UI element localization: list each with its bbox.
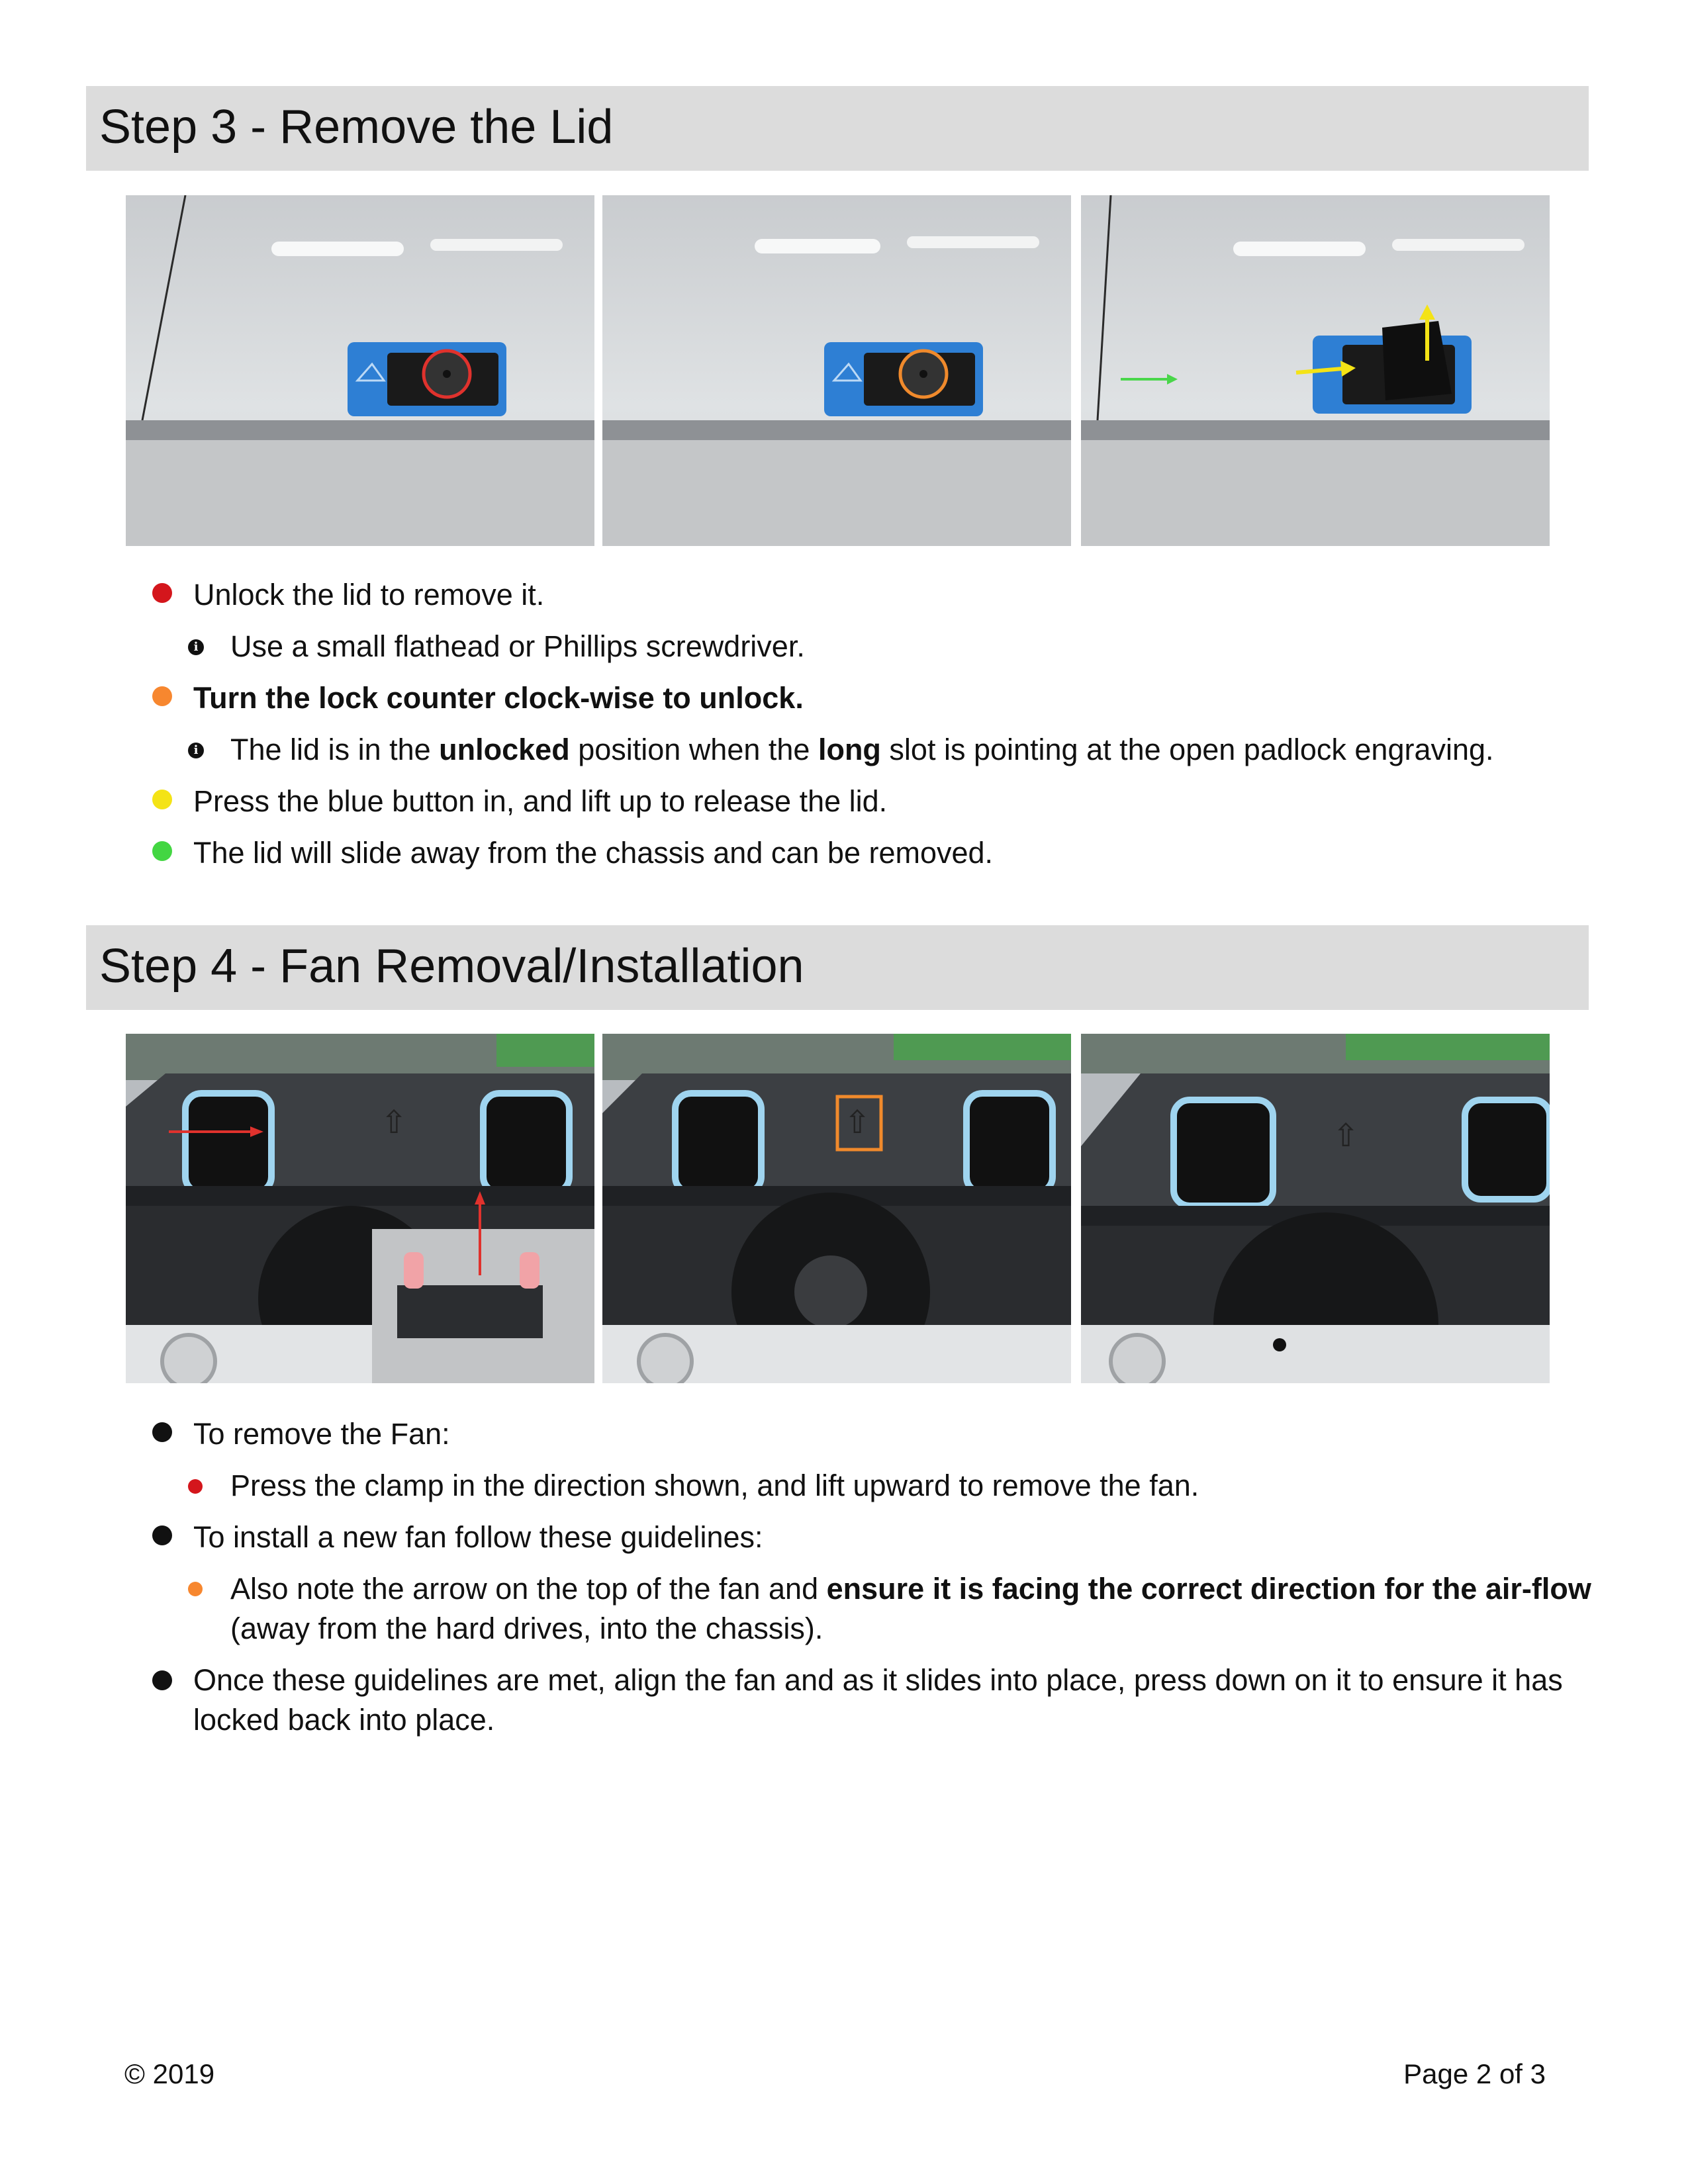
orange-bullet-icon [188,1582,203,1596]
page-number: Page 2 of 3 [1403,2058,1546,2089]
bullet-text: The lid is in the [230,733,440,766]
info-icon: i [188,639,204,655]
red-bullet-icon [188,1479,203,1494]
fan-photo-3 [1081,1034,1550,1383]
green-bullet-icon [152,841,172,861]
bullet-text: Unlock the lid to remove it. [193,578,545,612]
step4-bullet-list [152,1408,1595,1746]
bullet-bold-text: unlocked [439,733,570,766]
bullet-text: The lid will slide away from the chassis and can be removed. [193,836,994,870]
svg-text:⇧: ⇧ [844,1104,871,1141]
lid-lock-photo-3 [1081,195,1550,546]
black-bullet-icon [152,1422,172,1442]
svg-text:⇧: ⇧ [381,1104,408,1141]
list-item [152,1655,1595,1746]
red-bullet-icon [152,583,172,603]
list-item [152,1512,1595,1563]
list-item [152,724,1595,776]
list-item [152,1563,1595,1655]
bullet-text: (away from the hard drives, into the chassis). [230,1612,823,1645]
step4-header [86,925,1589,1010]
bullet-text: Press the blue button in, and lift up to release the lid. [193,784,888,818]
list-item [152,827,1595,879]
list-item [152,1408,1595,1460]
bullet-text: Also note the arrow on the top of the fan and [230,1572,827,1606]
bullet-bold-text: long [818,733,881,766]
bullet-text: Press the clamp in the direction shown, and lift upward to remove the fan. [230,1469,1199,1502]
step3-header [86,86,1589,171]
copyright-text: © 2019 [124,2058,215,2089]
list-item [152,621,1595,672]
bullet-text: Use a small flathead or Phillips screwdriver. [230,629,805,663]
lid-lock-photo-1 [126,195,594,546]
orange-bullet-icon [152,686,172,706]
step3-title: Step 3 - Remove the Lid [99,101,614,154]
yellow-bullet-icon [152,790,172,809]
fan-photo-1 [126,1034,594,1383]
step3-bullet-list [152,569,1595,879]
black-bullet-icon [152,1670,172,1690]
bullet-text: To install a new fan follow these guidelines: [193,1520,763,1554]
bullet-text: position when the [569,733,818,766]
bullet-text: slot is pointing at the open padlock engraving. [880,733,1494,766]
bullet-text: Turn the lock counter clock-wise to unlock. [193,681,804,715]
bullet-text: To remove the Fan: [193,1417,450,1451]
svg-text:⇧: ⇧ [1333,1117,1360,1154]
fan-photo-2 [602,1034,1071,1383]
black-bullet-icon [152,1525,172,1545]
step4-title: Step 4 - Fan Removal/Installation [99,940,804,993]
list-item [152,569,1595,621]
lid-lock-photo-2 [602,195,1071,546]
info-icon: i [188,743,204,758]
bullet-text: Once these guidelines are met, align the fan and as it slides into place, press down on it to ensure it has locked back into place. [193,1663,1563,1737]
bullet-bold-text: ensure it is facing the correct direction for the air-flow [826,1572,1591,1606]
list-item [152,776,1595,827]
list-item [152,672,1595,724]
list-item [152,1460,1595,1512]
